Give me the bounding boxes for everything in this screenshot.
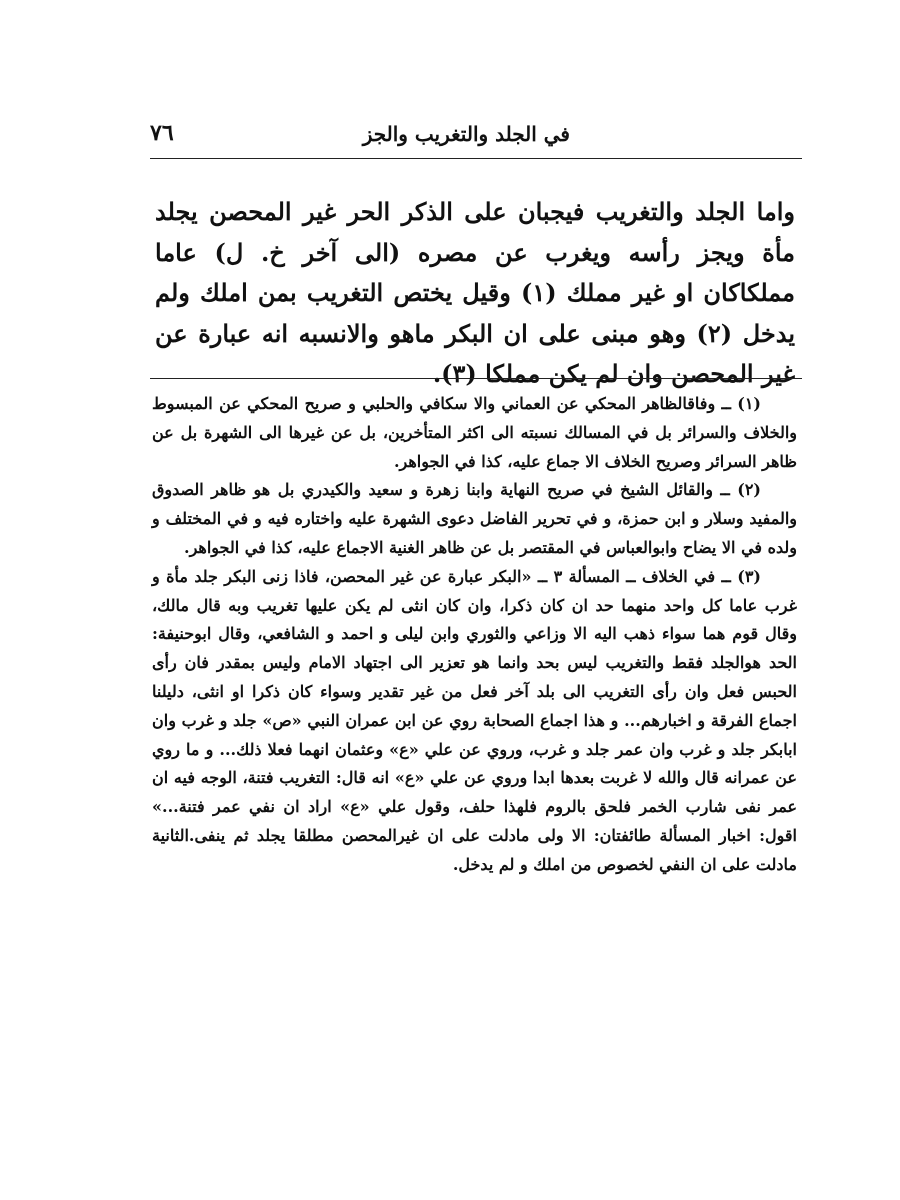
page-bottom-margin [0, 1020, 900, 1200]
page-number: ٧٦ [150, 120, 174, 146]
footnote-2: (٢) ــ والقائل الشيخ في صريح النهاية وابنا زهرة و سعيد والكيدري بل هو ظاهر الصدوق والمفيد وسلار و ابن حمزة، و في تحرير الفاضل دعوى الشهرة عليه واختاره فيه و في المختلف و ولده في الا يضاح وابوالعباس في المقتصر بل عن ظاهر الغنية الاجماع عليه، كذا في الجواهر. [152, 480, 797, 557]
main-text-paragraph: واما الجلد والتغريب فيجبان على الذكر الحر غير المحصن يجلد مأة ويجز رأسه ويغرب عن مصره (الى آخر خ. ل) عاما مملكاكان او غير مملك (١) وقيل يختص التغريب بمن املك ولم يدخل (٢) وهو مبنى على ان البكر ماهو والانسبه انه عبارة عن غير المحصن وان لم يكن مملكا (٣). [155, 197, 796, 388]
header-rule [150, 158, 802, 159]
running-title: في الجلد والتغريب والجز [362, 122, 570, 146]
footnotes [152, 390, 797, 880]
footnote-3: (٣) ــ في الخلاف ــ المسألة ٣ ــ «البكر عبارة عن غير المحصن، فاذا زنى البكر جلد مأة و غرب عاما كل واحد منهما حد ان كان ذكرا، وان كان انثى لم يكن عليها تغريب وبه قال مالك، وقال قوم هما سواء ذهب اليه الا وزاعي والثوري وابن ليلى و احمد و الشافعي، وقال ابوحنيفة: الحد هوالجلد فقط والتغريب ليس بحد وانما هو تعزير الى اجتهاد الامام وليس بمقدر فان رأى الحبس فعل وان رأى التغريب الى بلد آخر فعل من غير تقدير وسواء كان ذكرا او انثى، دليلنا اجماع الفرقة و اخبارهم... و هذا اجماع الصحابة روي عن ابن عمران النبي «ص» جلد و غرب وان ابابكر جلد و غرب وان عمر جلد و غرب، وروي عن علي «ع» وعثمان انهما فعلا ذلك... و ما روي عن عمرانه قال والله لا غربت بعدها ابدا وروي عن علي «ع» انه قال: التغريب فتنة، الوجه فيه ان عمر نفى شارب الخمر فلحق بالروم فلهذا حلف، وقول علي «ع» اراد ان نفي عمر فتنة...» اقول: اخبار المسألة طائفتان: الا ولى مادلت على ان غيرالمحصن مطلقا يجلد ثم ينفى.الثانية مادلت على ان النفي لخصوص من املك و لم يدخل. [152, 566, 798, 874]
page-header [150, 118, 800, 158]
footnote-1: (١) ــ وفاقالظاهر المحكي عن العماني والا سكافي والحلبي و صريح المحكي عن المبسوط والخلاف والسرائر بل في المسالك نسبته الى اكثر المتأخرين، بل عن غيرها الى الشهرة بل عن ظاهر السرائر وصريح الخلاف الا جماع عليه، كذا في الجواهر. [152, 394, 797, 471]
footnote-separator [150, 378, 802, 379]
